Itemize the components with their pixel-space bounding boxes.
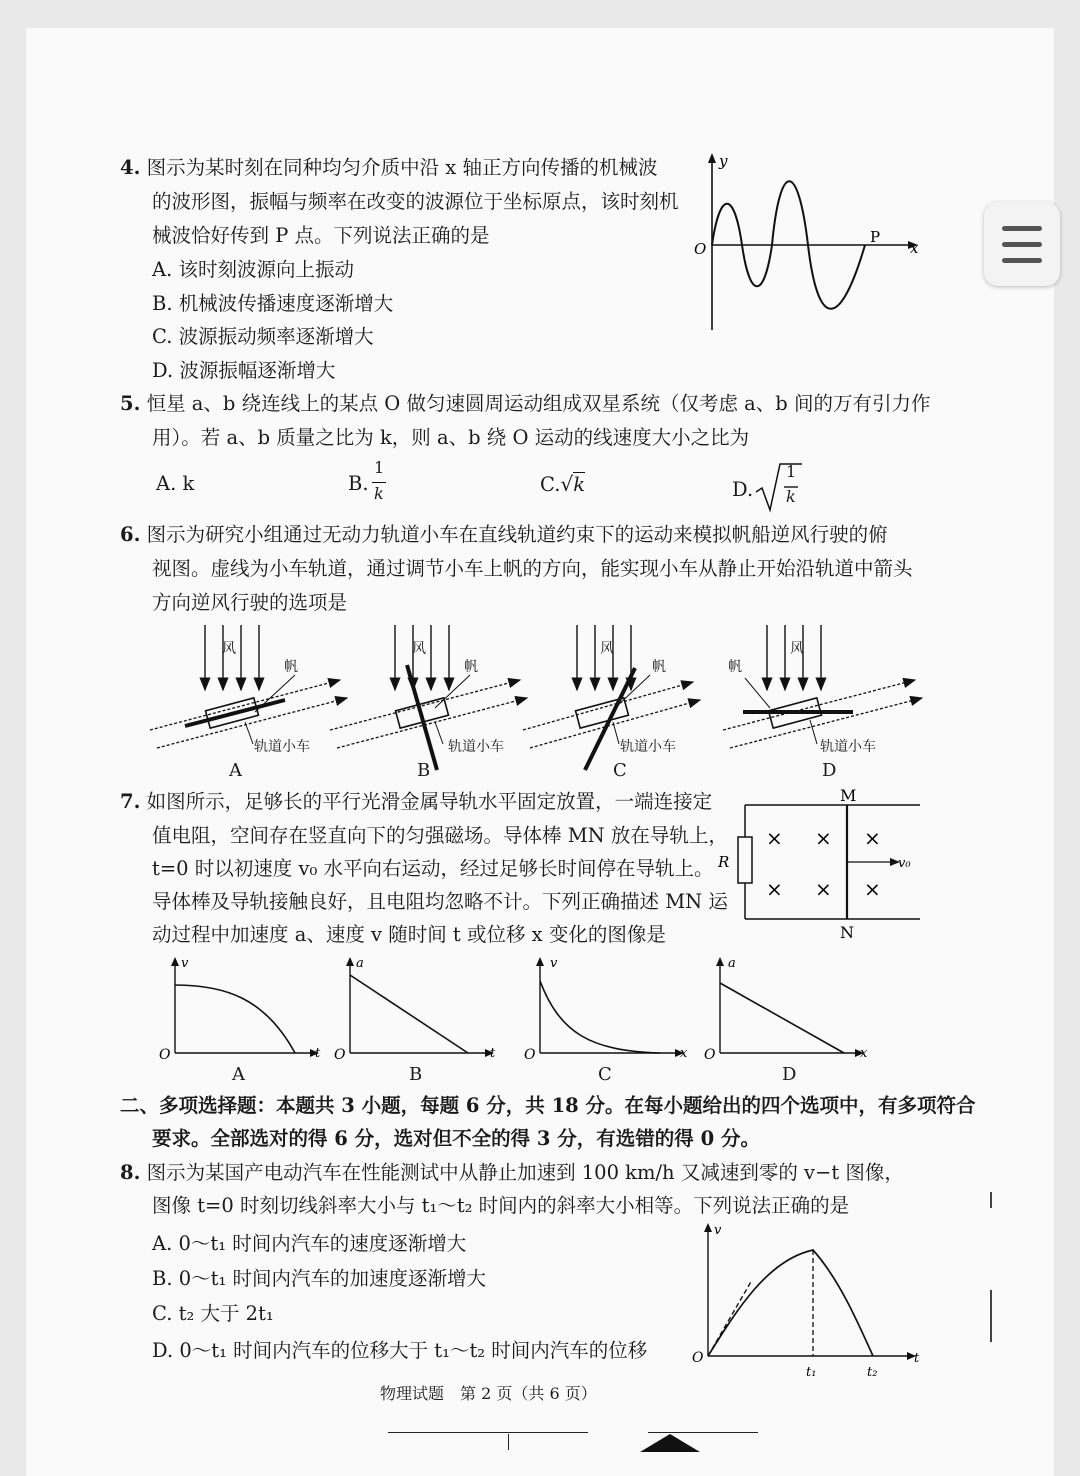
q8-line-2: 图像 t=0 时刻切线斜率大小与 t₁～t₂ 时间内的斜率大小相等。下列说法正确的是	[152, 1194, 850, 1217]
q4-wave-figure	[690, 150, 930, 335]
q7-line-4: 导体棒及导轨接触良好，且电阻均忽略不计。下列正确描述 MN 运	[152, 890, 728, 913]
q8-option-a: A. 0～t₁ 时间内汽车的速度逐渐增大	[152, 1232, 467, 1255]
q7-label-a: A	[232, 1064, 245, 1085]
q7-line-2: 值电阻，空间存在竖直向下的匀强磁场。导体棒 MN 放在导轨上，	[152, 824, 728, 847]
q7-graph-a	[155, 953, 330, 1068]
q7-v0-label: v₀	[898, 856, 911, 871]
q6-sail-a: 帆	[284, 659, 298, 675]
q7-line-1: 7. 如图所示，足够长的平行光滑金属导轨水平固定放置，一端连接定	[120, 790, 713, 813]
q6-wind-a: 风	[222, 641, 236, 657]
q6-sail-b: 帆	[464, 659, 478, 675]
q6-wind-b: 风	[412, 641, 426, 657]
q6-label-b: B	[417, 760, 431, 781]
q8-t1-label: t₁	[806, 1365, 817, 1380]
q7-c-y: v	[550, 956, 558, 971]
q6-sail-d: 帆	[728, 659, 742, 675]
q7-cross: ×	[766, 826, 783, 850]
footer-divider-tick	[508, 1434, 509, 1450]
q6-label-a: A	[229, 760, 242, 781]
scan-mark	[990, 1192, 992, 1208]
q6-option-a-figure	[150, 625, 347, 748]
q7-r-label: R	[718, 853, 730, 871]
q7-a-x: t	[315, 1046, 321, 1061]
menu-icon	[1002, 242, 1042, 247]
q7-n-label: N	[840, 923, 854, 942]
q8-line-1: 8. 图示为某国产电动汽车在性能测试中从静止加速到 100 km/h 又减速到零的 v−t 图像，	[120, 1161, 904, 1184]
menu-button[interactable]	[984, 202, 1060, 286]
q8-o-label: O	[692, 1350, 704, 1366]
q8-vt-figure	[688, 1218, 928, 1380]
q6-car-a: 轨道小车	[254, 739, 310, 755]
section-2-header-line-1: 二、多项选择题：本题共 3 小题，每题 6 分，共 18 分。在每小题给出的四个选项中，有多项符合	[120, 1094, 976, 1117]
q7-cross: ×	[864, 877, 881, 901]
q6-line-1: 6. 图示为研究小组通过无动力轨道小车在直线轨道约束下的运动来模拟帆船逆风行驶的俯	[120, 523, 888, 546]
q7-graph-b	[330, 953, 505, 1068]
q7-label-c: C	[598, 1064, 612, 1085]
q6-line-3: 方向逆风行驶的选项是	[152, 591, 348, 614]
q4-option-d: D. 波源振幅逐渐增大	[152, 359, 336, 382]
q5-line-1: 5. 恒星 a、b 绕连线上的某点 O 做匀速圆周运动组成双星系统（仅考虑 a、b 间的万有引力作	[120, 392, 931, 415]
q7-label-d: D	[782, 1064, 797, 1085]
q7-cross: ×	[766, 877, 783, 901]
q4-line-2: 的波形图，振幅与频率在改变的波源位于坐标原点，该时刻机	[152, 190, 679, 213]
q7-line-3: t=0 时以初速度 v₀ 水平向右运动，经过足够长时间停在导轨上。	[152, 857, 714, 880]
menu-icon	[1002, 226, 1042, 231]
q6-sail-figures	[145, 620, 925, 785]
q6-label-c: C	[613, 760, 627, 781]
q6-car-d: 轨道小车	[820, 739, 876, 755]
q7-graph-c	[520, 953, 695, 1068]
q7-a-y: v	[181, 956, 189, 971]
q8-v-label: v	[714, 1223, 722, 1238]
footer-divider-right	[648, 1432, 758, 1433]
q7-label-b: B	[409, 1064, 423, 1085]
up-triangle-icon	[640, 1434, 700, 1452]
q7-cross: ×	[815, 826, 832, 850]
scan-mark	[990, 1290, 992, 1342]
q7-a-o: O	[159, 1047, 171, 1063]
q5-option-c: C.√k	[540, 472, 586, 496]
q8-t2-label: t₂	[867, 1365, 878, 1380]
q6-option-d-figure	[723, 625, 922, 748]
q8-option-b: B. 0～t₁ 时间内汽车的加速度逐渐增大	[152, 1267, 486, 1290]
q4-option-c: C. 波源振动频率逐渐增大	[152, 325, 374, 348]
q6-wind-d: 风	[790, 641, 804, 657]
menu-icon	[1002, 258, 1042, 263]
page-footer: 物理试题 第 2 页（共 6 页）	[380, 1384, 597, 1403]
q7-d-x: x	[860, 1046, 868, 1061]
q7-cross: ×	[864, 826, 881, 850]
q8-option-d: D. 0～t₁ 时间内汽车的位移大于 t₁～t₂ 时间内汽车的位移	[152, 1339, 648, 1362]
q4-origin-label: O	[694, 240, 707, 258]
q8-t-label: t	[914, 1351, 920, 1366]
q4-p-label: P	[870, 228, 881, 246]
q7-line-5: 动过程中加速度 a、速度 v 随时间 t 或位移 x 变化的图像是	[152, 923, 666, 946]
q7-d-o: O	[704, 1047, 716, 1063]
q6-label-d: D	[822, 760, 837, 781]
q5-line-2: 用）。若 a、b 质量之比为 k，则 a、b 绕 O 运动的线速度大小之比为	[152, 426, 750, 449]
q7-m-label: M	[840, 786, 857, 805]
q8-option-c: C. t₂ 大于 2t₁	[152, 1302, 274, 1325]
q6-car-c: 轨道小车	[620, 739, 676, 755]
q5-option-a: A. k	[156, 472, 195, 495]
q6-sail-c: 帆	[652, 659, 666, 675]
q7-circuit-figure	[712, 785, 927, 943]
q4-option-b: B. 机械波传播速度逐渐增大	[152, 292, 394, 315]
q6-line-2: 视图。虚线为小车轨道，通过调节小车上帆的方向，能实现小车从静止开始沿轨道中箭头	[152, 557, 913, 580]
q6-wind-c: 风	[600, 641, 614, 657]
footer-divider-left	[388, 1432, 588, 1433]
q4-x-label: x	[910, 239, 919, 257]
q7-c-o: O	[524, 1047, 536, 1063]
q4-option-a: A. 该时刻波源向上振动	[152, 258, 354, 281]
q7-c-x: x	[680, 1046, 688, 1061]
q7-b-y: a	[356, 956, 364, 971]
q7-b-x: t	[490, 1046, 496, 1061]
q7-graph-d	[700, 953, 875, 1068]
q6-car-b: 轨道小车	[448, 739, 504, 755]
q7-d-y: a	[728, 956, 736, 971]
q4-line-3: 械波恰好传到 P 点。下列说法正确的是	[152, 224, 490, 247]
section-2-header-line-2: 要求。全部选对的得 6 分，选对但不全的得 3 分，有选错的得 0 分。	[152, 1127, 760, 1150]
q4-line-1: 4. 图示为某时刻在同种均匀介质中沿 x 轴正方向传播的机械波	[120, 156, 658, 179]
q7-cross: ×	[815, 877, 832, 901]
q4-y-label: y	[719, 152, 728, 170]
q7-b-o: O	[334, 1047, 346, 1063]
